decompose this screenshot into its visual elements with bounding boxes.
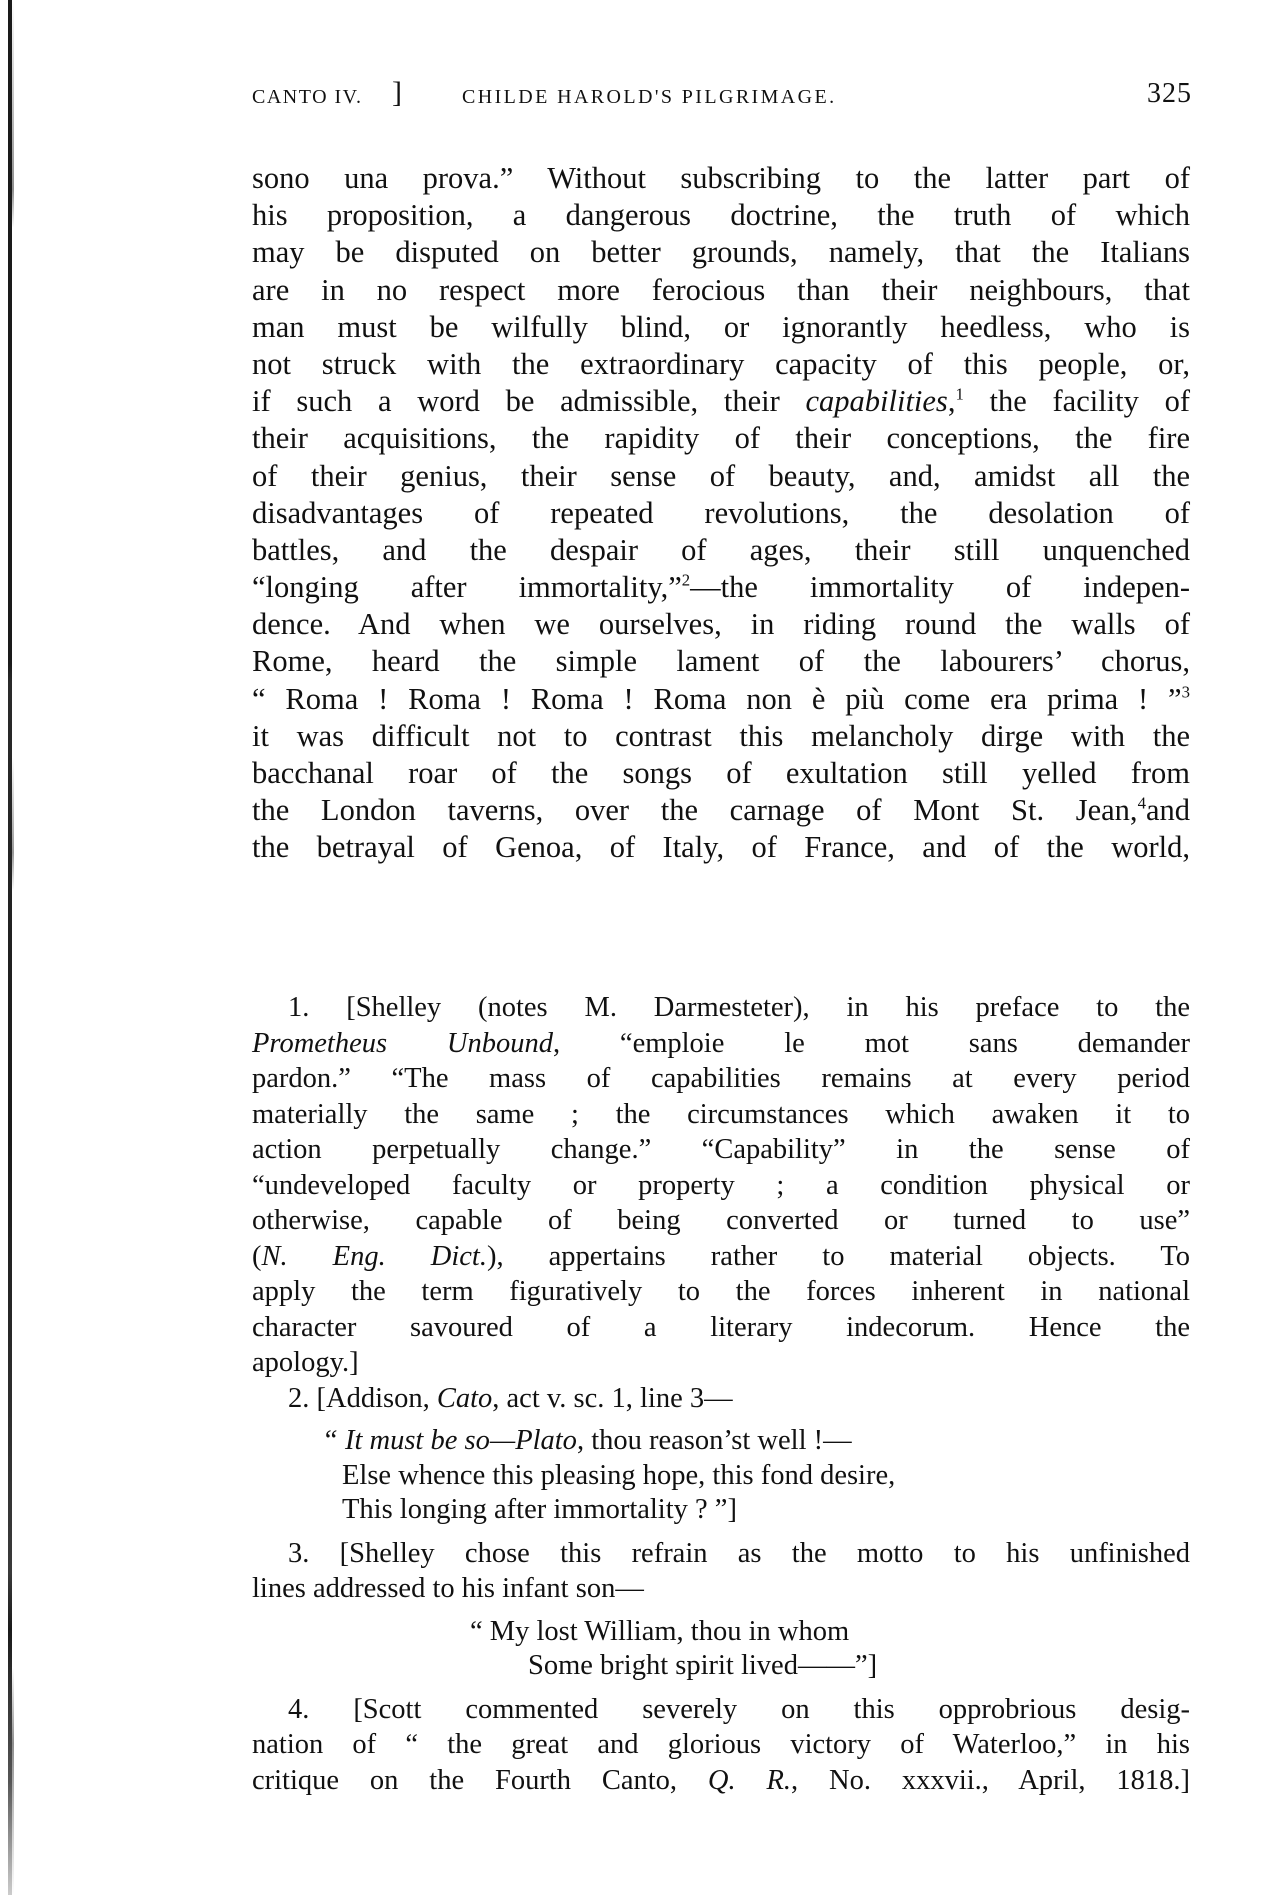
italic-title: N. Eng. Dict.: [261, 1240, 487, 1272]
text-segment: the London taverns, over the carnage of Mont St. Jean,: [252, 793, 1138, 828]
footnote-1: [252, 990, 1190, 1381]
text-line: bacchanal roar of the songs of exultation still yelled from: [252, 756, 1190, 790]
text-line: it was difficult not to contrast this melancholy dirge with the: [252, 718, 1190, 753]
text-segment: “ It must be so—: [322, 1425, 516, 1456]
verse-line: Else whence this pleasing hope, this fond desire,: [342, 1459, 896, 1491]
footnote-line: action perpetually change.” “Capability” in the sense of: [252, 1134, 1190, 1165]
footnote-line: nation of “ the great and glorious victory of Waterloo,” in his: [252, 1729, 1190, 1760]
text-segment: and: [1145, 793, 1190, 828]
footnotes: [252, 990, 1190, 1798]
page-number: 325: [1147, 78, 1192, 109]
footnote-number: 2.: [288, 1382, 310, 1414]
verse-quote: [252, 1424, 1190, 1528]
text-line: are in no respect more ferocious than their neighbours, that: [252, 272, 1190, 307]
text-line: sono una prova.” Without subscribing to the latter part of: [252, 161, 1190, 195]
footnote-line: apply the term figuratively to the forces inherent in national: [252, 1276, 1190, 1307]
canto-label: CANTO IV.: [252, 86, 363, 108]
text-segment: the facility of: [963, 384, 1190, 419]
footnote-line: pardon.” “The mass of capabilities remains at every period: [252, 1063, 1190, 1094]
text-line: battles, and the despair of ages, their still unquenched: [252, 532, 1190, 567]
footnote-3: [252, 1536, 1190, 1684]
text-segment: (: [252, 1240, 262, 1272]
footnote-line: [252, 1692, 1190, 1728]
text-segment: [Shelley (notes M. Darmesteter), in his preface to the: [346, 992, 1190, 1023]
verse-line: This longing after immortality ? ”]: [342, 1494, 737, 1525]
footnote-line: lines addressed to his infant son—: [252, 1573, 644, 1604]
footnote-line: [252, 1536, 1190, 1572]
text-segment: , act v. sc. 1, line 3—: [492, 1382, 733, 1414]
footnote-number: 4.: [288, 1693, 310, 1725]
footnote-2: [252, 1381, 1190, 1528]
italic-name: Plato: [515, 1425, 577, 1456]
footnote-line: [252, 1239, 1190, 1275]
footnote-ref-3[interactable]: 3: [1181, 681, 1190, 701]
text-segment: , “emploie le mot sans demander: [552, 1027, 1190, 1059]
text-line: of their genius, their sense of beauty, and, amidst all the: [252, 458, 1190, 493]
italic-title: Cato: [436, 1382, 493, 1414]
text-line: [252, 569, 1190, 606]
text-segment: [Shelley chose this refrain as the motto to his unfinished: [339, 1537, 1191, 1569]
footnote-line: [252, 1381, 1190, 1417]
text-line: [252, 681, 1190, 718]
footnote-4: [252, 1692, 1190, 1799]
text-segment: , No. xxxvii., April, 1818.]: [791, 1764, 1190, 1796]
running-head: [252, 76, 1192, 112]
text-segment: —the immortality of indepen-: [690, 570, 1190, 605]
italic-term: capabilities: [805, 384, 948, 419]
italic-title: Prometheus Unbound: [252, 1027, 553, 1059]
footnote-line: materially the same ; the circumstances which awaken it to: [252, 1098, 1190, 1130]
text-segment: critique on the Fourth Canto,: [252, 1764, 708, 1796]
text-segment: “ Roma ! Roma ! Roma ! Roma non è più come era prima ! ”: [252, 681, 1182, 716]
text-segment: , thou reason’st well !—: [576, 1425, 852, 1456]
verse-line: “ My lost William, thou in whom: [470, 1615, 850, 1647]
text-line: the betrayal of Genoa, of Italy, of France, and of the world,: [252, 830, 1190, 865]
main-text: [252, 160, 1190, 867]
text-line: [252, 383, 1190, 420]
text-line: may be disputed on better grounds, namely, that the Italians: [252, 235, 1190, 270]
footnote-ref-2[interactable]: 2: [681, 570, 691, 590]
book-title: CHILDE HAROLD'S PILGRIMAGE.: [462, 86, 837, 108]
text-line: his proposition, a dangerous doctrine, the truth of which: [252, 198, 1190, 233]
text-segment: ), appertains rather to material objects. To: [486, 1240, 1190, 1272]
footnote-line: [252, 990, 1190, 1026]
footnote-ref-4[interactable]: 4: [1137, 793, 1146, 813]
footnote-line: [252, 1026, 1190, 1062]
text-line: man must be wilfully blind, or ignorantly heedless, who is: [252, 309, 1190, 344]
text-line: Rome, heard the simple lament of the labourers’ chorus,: [252, 644, 1190, 679]
text-segment: [Addison,: [316, 1382, 437, 1414]
text-line: disadvantages of repeated revolutions, the desolation of: [252, 495, 1190, 530]
page-binding-shadow: [12, 0, 14, 1895]
footnote-line: [252, 1763, 1190, 1799]
footnote-number: 3.: [288, 1537, 310, 1569]
text-segment: “longing after immortality,”: [252, 570, 682, 605]
canto-bracket: ]: [392, 76, 402, 109]
footnote-line: character savoured of a literary indecorum. Hence the: [252, 1311, 1190, 1343]
text-segment: ,: [947, 384, 956, 419]
text-line: not struck with the extraordinary capacity of this people, or,: [252, 346, 1190, 381]
text-line: dence. And when we ourselves, in riding round the walls of: [252, 607, 1190, 642]
italic-abbrev: Q. R.: [707, 1764, 792, 1796]
verse-line: [252, 1424, 1190, 1459]
footnote-line: otherwise, capable of being converted or turned to use”: [252, 1205, 1190, 1236]
text-segment: if such a word be admissible, their: [252, 384, 806, 419]
footnote-number: 1.: [288, 992, 310, 1023]
text-line: [252, 792, 1190, 829]
text-segment: [Scott commented severely on this opprobrious desig-: [353, 1693, 1190, 1725]
footnote-line: “undeveloped faculty or property ; a condition physical or: [252, 1169, 1190, 1201]
footnote-ref-1[interactable]: 1: [955, 384, 964, 404]
verse-quote: [252, 1615, 1190, 1684]
text-line: their acquisitions, the rapidity of their conceptions, the fire: [252, 421, 1190, 456]
verse-line: Some bright spirit lived——”]: [528, 1650, 878, 1681]
footnote-line: apology.]: [252, 1347, 359, 1378]
